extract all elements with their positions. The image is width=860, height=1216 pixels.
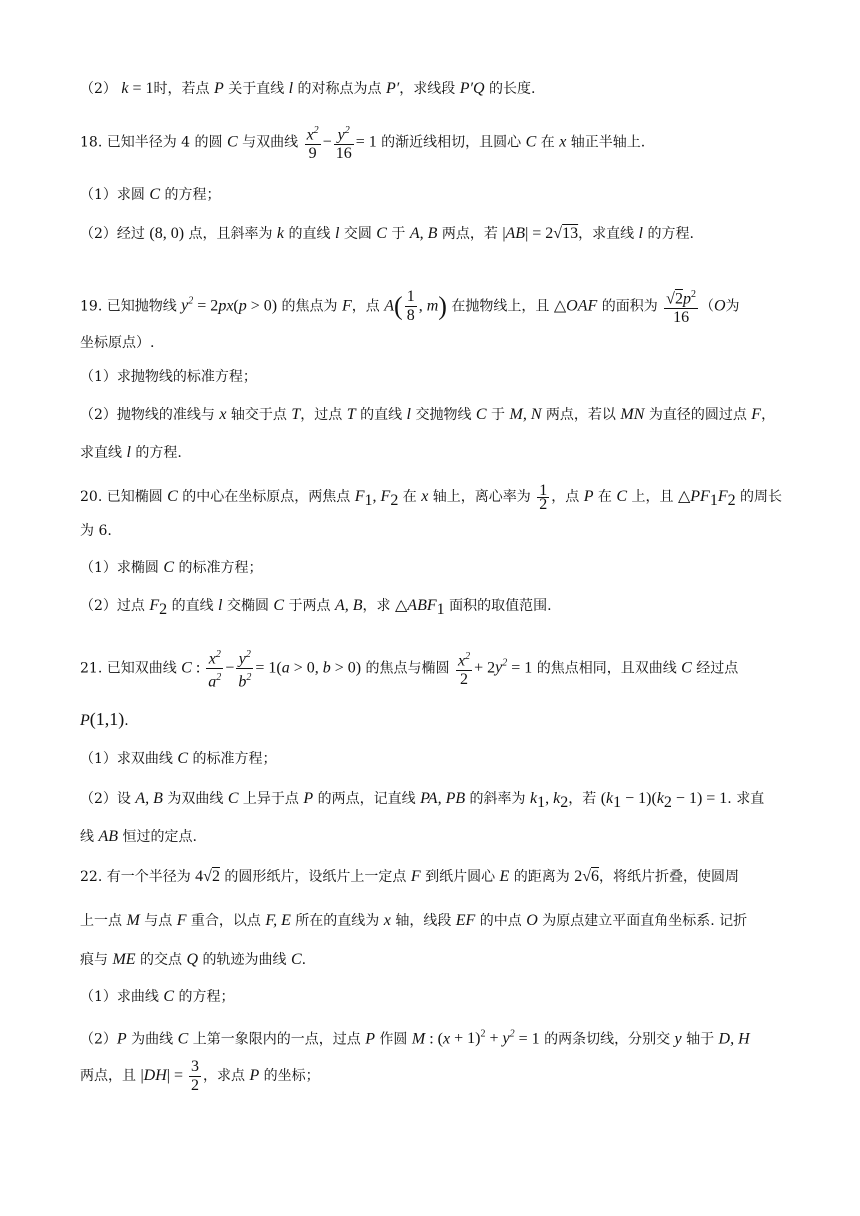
text: 的直线 [284, 226, 335, 242]
text: 的中点 [475, 913, 527, 929]
q21-part2: （2）设 A, B 为双曲线 C 上异于点 P 的两点，记直线 PA, PB 的斜率为 $k_1$, $k_2$，若 $(k_1 - 1)(k_2 - 1) = 1$. 求直 [80, 790, 765, 811]
text: . [124, 713, 129, 729]
q19-part2-line2: 求直线 l 的方程. [80, 444, 182, 461]
text: ，求直线 [578, 226, 639, 242]
text: 已知双曲线 [106, 660, 182, 677]
text: （1）求曲线 [80, 989, 164, 1005]
text: 的中心在坐标原点，两焦点 [177, 489, 355, 505]
fraction: $\frac{3}{2}$ [191, 1057, 199, 1094]
q20-stem: 20. 已知椭圆 C 的中心在坐标原点，两焦点 $F_1$, $F_2$ 在 x 轴上，离心率为 $\frac{1}{2}$ ，点 P 在 C 上，且 $\triangle PF_1F_2$ 的周长 [80, 481, 783, 513]
text: （ [699, 298, 714, 315]
text: 与点 [139, 913, 177, 929]
text: 为双曲线 [162, 791, 228, 807]
text: 的轨迹为曲线 [198, 952, 291, 968]
text: ，求 [362, 598, 395, 614]
text: 轴正半轴上. [566, 134, 646, 151]
text: 时，若点 [153, 81, 214, 97]
fraction: $\frac{1}{2}$ [539, 481, 548, 513]
part-label: （2） [80, 81, 117, 97]
text: 轴交于点 [226, 407, 292, 423]
q21-stem-line2: P(1,1). [80, 709, 129, 729]
text: 重合，以点 [186, 913, 266, 929]
q22-stem: 22. 有一个半径为 4√2 的圆形纸片，设纸片上一定点 F 到纸片圆心 E 的距离为 2√6，将纸片折叠，使圆周 [80, 868, 740, 885]
text: ，过点 [300, 407, 347, 423]
text: . [301, 952, 307, 968]
text: （2）设 [80, 791, 136, 807]
question-number: 21. [80, 660, 103, 677]
text: 在 [398, 489, 422, 505]
text: 轴于 [681, 1031, 719, 1048]
q21-part1: （1）求双曲线 C 的标准方程； [80, 750, 277, 767]
text: 为原点建立平面直角坐标系. 记折 [537, 913, 748, 929]
text: （1）求抛物线的标准方程； [80, 369, 257, 385]
text: 的两条切线，分别交 [539, 1031, 675, 1048]
text: 的长度. [484, 81, 536, 97]
text: 两点，若以 [541, 407, 621, 423]
text: 已知半径为 4 的圆 [106, 134, 227, 151]
text: 的焦点为 [277, 298, 343, 315]
question-number: 22. [80, 869, 103, 885]
q22-part1: （1）求曲线 C 的方程； [80, 988, 235, 1005]
text: 的交点 [135, 952, 187, 968]
text: 已知抛物线 [106, 298, 182, 315]
text: 两点，若 [437, 226, 503, 242]
q19-part1 [80, 366, 790, 388]
text: 在 [593, 489, 617, 505]
fraction: $\frac{x^2}{2}$ [456, 648, 472, 689]
text: 的方程. [643, 226, 694, 242]
text: 坐标原点）. [80, 335, 155, 351]
text: 的方程； [174, 989, 235, 1005]
fraction: $\frac{1}{8}$ [406, 287, 415, 324]
q19-stem-line2 [80, 332, 790, 354]
question-number: 20. [80, 489, 103, 505]
q22-part2-line2: 两点，且 |DH| = $\frac{3}{2}$ ，求点 P 的坐标； [80, 1057, 320, 1094]
text: 的方程； [160, 187, 221, 203]
text: 线 [80, 829, 99, 845]
text: ，求线段 [399, 81, 460, 97]
text: 的焦点相同，且双曲线 [532, 660, 682, 677]
q19-stem: 19. 已知抛物线 $y^2 = 2px(p > 0)$ 的焦点为 F，点 A( $\frac{1}{8}$ , m) 在抛物线上，且 △OAF 的面积为 $\frac{√2p^2}{16}$ （O为 [80, 280, 790, 328]
fraction: $\frac{√2p^2}{16}$ [664, 286, 698, 327]
text: 交抛物线 [411, 407, 476, 423]
text: 的方程. [130, 445, 182, 461]
q21-part2-line2: 线 AB 恒过的定点. [80, 828, 197, 845]
q22-part2: （2）P 为曲线 C 上第一象限内的一点，过点 P 作圆 M : $(x + 1)^2 + y^2 = 1$ 的两条切线，分别交 y 轴于 D, H [80, 1029, 750, 1048]
text: （1）求双曲线 [80, 751, 178, 767]
text: 的斜率为 [465, 791, 531, 807]
text: 的标准方程； [188, 751, 277, 767]
q22-stem-line2: 上一点 M 与点 F 重合，以点 F, E 所在的直线为 x 轴，线段 EF 的中点 O 为原点建立平面直角坐标系. 记折 [80, 912, 748, 929]
text: 的距离为 [509, 869, 575, 885]
text: 上一点 [80, 913, 127, 929]
question-number: 18. [80, 134, 103, 151]
text: ，若 [568, 791, 601, 807]
text: 的两点，记直线 [313, 791, 421, 807]
text: 于两点 [284, 598, 335, 614]
text: 两点，且 [80, 1068, 141, 1084]
text: ， [761, 407, 776, 423]
text: （2）经过 [80, 226, 150, 242]
q21-stem: 21. 已知双曲线 C : $\frac{x^2}{a^2}$ − $\frac{y^2}{b^2}$ = 1(a > 0, b > 0) 的焦点与椭圆 $\frac{x^2}{2}$ + $2y^2 = 1$ 的焦点相同，且双曲线 C 经过点 [80, 642, 790, 691]
text: 有一个半径为 [106, 869, 196, 885]
text: 与双曲线 [237, 134, 303, 151]
text: 关于直线 [223, 81, 289, 97]
text: 的标准方程； [174, 560, 263, 576]
text: 求直线 [80, 445, 127, 461]
q19-part2: （2）抛物线的准线与 x 轴交于点 T，过点 T 的直线 l 交抛物线 C 于 M, N 两点，若以 MN 为直径的圆过点 F， [80, 406, 776, 423]
text: ，点 [351, 298, 385, 315]
text: 交椭圆 [222, 598, 274, 614]
text: 轴，线段 [390, 913, 456, 929]
text: 的周长 [735, 489, 783, 505]
text: . 求直 [727, 791, 765, 807]
text: 的直线 [167, 598, 219, 614]
text: 轴上，离心率为 [428, 489, 536, 505]
text: 于 [386, 226, 410, 242]
text: 交圆 [339, 226, 377, 242]
text: 面积的取值范围. [444, 598, 552, 614]
fraction: $\frac{y^2}{16}$ [334, 122, 354, 163]
text: ，将纸片折叠，使圆周 [599, 869, 740, 885]
text: （2） [80, 1031, 117, 1048]
text: 的对称点为点 [293, 81, 387, 97]
fraction: $\frac{x^2}{a^2}$ [206, 646, 223, 692]
text: （2）过点 [80, 598, 150, 614]
text: ，点 [551, 489, 584, 505]
text: 的坐标； [259, 1068, 320, 1084]
q20-part2: （2）过点 $F_2$ 的直线 l 交椭圆 C 于两点 A, B，求 $\triangle ABF_1$ 面积的取值范围. [80, 597, 552, 618]
text: 的面积为 [597, 298, 663, 315]
text: 为直径的圆过点 [644, 407, 752, 423]
text: 的渐近线相切，且圆心 [376, 134, 526, 151]
text: 为曲线 [126, 1031, 178, 1048]
text: （1）求椭圆 [80, 560, 164, 576]
text: 经过点 [691, 660, 739, 677]
q18-stem: 18. 已知半径为 4 的圆 C 与双曲线 $\frac{x^2}{9}$ − $\frac{y^2}{16}$ = 1 的渐近线相切，且圆心 C 在 x 轴正半轴上. [80, 122, 790, 163]
text: 的圆形纸片，设纸片上一定点 [219, 869, 411, 885]
text: ，求点 [203, 1068, 250, 1084]
q18-part1: （1）求圆 C 的方程； [80, 186, 221, 203]
text: 所在的直线为 [290, 913, 384, 929]
text: 上异于点 [238, 791, 304, 807]
text: （1）求圆 [80, 187, 150, 203]
text: 已知椭圆 [106, 489, 168, 505]
q18-part2: （2）经过 (8, 0) 点，且斜率为 k 的直线 l 交圆 C 于 A, B 两点，若 |AB| = 2√13，求直线 l 的方程. [80, 225, 694, 242]
text: 为 6. [80, 523, 112, 539]
q20-part1: （1）求椭圆 C 的标准方程； [80, 559, 263, 576]
text: 为 [725, 298, 740, 315]
text: 于 [486, 407, 510, 423]
q17-part2: （2） k = 1时，若点 P 关于直线 l 的对称点为点 P′，求线段 P′Q 的长度. [80, 80, 536, 97]
q20-stem-line2 [80, 520, 790, 542]
fraction: $\frac{x^2}{9}$ [305, 122, 321, 163]
text: 在抛物线上，且 [446, 298, 554, 315]
fraction: $\frac{y^2}{b^2}$ [236, 646, 253, 692]
text: 到纸片圆心 [420, 869, 500, 885]
text: 作圆 [374, 1031, 412, 1048]
text: （2）抛物线的准线与 [80, 407, 220, 423]
question-number: 19. [80, 298, 103, 315]
text: 的直线 [355, 407, 407, 423]
text: 恒过的定点. [118, 829, 197, 845]
text: 在 [536, 134, 560, 151]
text: 的焦点与椭圆 [361, 660, 454, 677]
text: 上第一象限内的一点，过点 [188, 1031, 366, 1048]
text: 上，且 [627, 489, 678, 505]
text: 痕与 [80, 952, 113, 968]
q22-stem-line3: 痕与 ME 的交点 Q 的轨迹为曲线 C. [80, 951, 307, 968]
text: 点，且斜率为 [184, 226, 277, 242]
